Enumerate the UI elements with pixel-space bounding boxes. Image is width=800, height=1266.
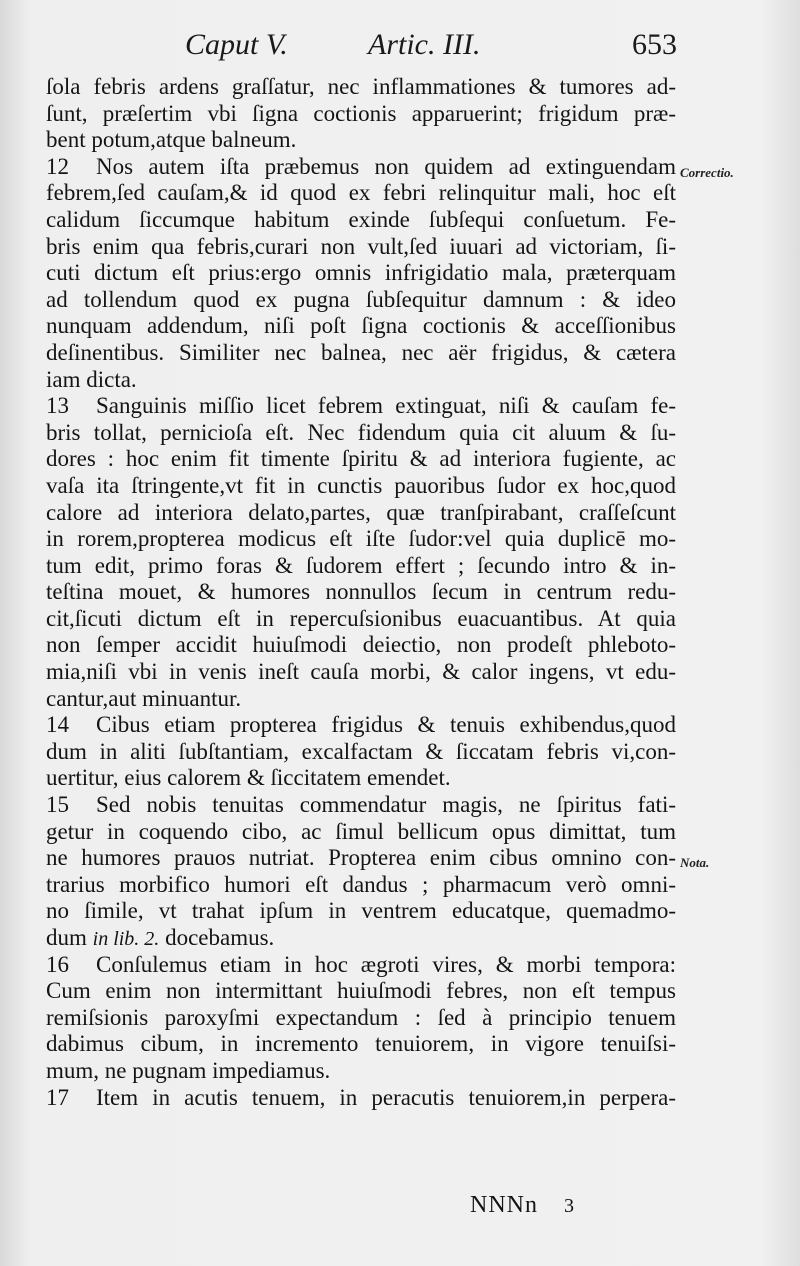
paragraph-number: 17 bbox=[46, 1084, 69, 1110]
paragraph-number: 16 bbox=[46, 951, 69, 977]
text-line bbox=[46, 393, 676, 420]
text-line bbox=[46, 925, 676, 952]
line-text: Sed nobis tenuitas commendatur magis, ne ſpiritus fati- bbox=[96, 792, 676, 818]
text-line: ne humores prauos nutriat. Propterea enim cibus omnino con- bbox=[46, 845, 676, 871]
text-block bbox=[46, 74, 676, 1111]
catchword: NNNn bbox=[470, 1192, 538, 1218]
text-line: deſinentibus. Similiter nec balnea, nec aër frigidus, & cætera bbox=[46, 339, 676, 365]
text-line: uertitur, eius calorem & ſiccitatem emendet. bbox=[46, 765, 451, 791]
line-text: Nos autem iſta præbemus non quidem ad extinguendam bbox=[96, 153, 676, 179]
line-text: dum bbox=[46, 925, 93, 950]
text-line: cantur,aut minuantur. bbox=[46, 685, 242, 711]
text-line: no ſimile, vt trahat ipſum in ventrem educatque, quemadmo- bbox=[46, 898, 676, 924]
text-line: teſtina mouet, & humores nonnullos ſecum in centrum redu- bbox=[46, 579, 676, 605]
running-header bbox=[0, 28, 800, 78]
text-line: non ſemper accidit huiuſmodi deiectio, non prodeſt phlebotο- bbox=[46, 632, 676, 658]
catchword-line bbox=[470, 1192, 575, 1219]
line-text: Item in acutis tenuem, in peracutis tenuiorem,in perpera- bbox=[96, 1084, 676, 1110]
text-line: calidum ſiccumque habitum exinde ſubſequi conſuetum. Fe- bbox=[46, 206, 676, 232]
text-line: bent potum,atque balneum. bbox=[46, 127, 297, 153]
text-line: iam dicta. bbox=[46, 366, 137, 392]
line-text-tail: docebamus. bbox=[159, 925, 275, 950]
text-line: dores : hoc enim fit timente ſpiritu & ad interiora fugiente, ac bbox=[46, 446, 676, 472]
text-line: ſunt, præſertim vbi ſigna coctionis apparuerint; frigidum præ- bbox=[46, 100, 676, 126]
text-line bbox=[46, 154, 676, 181]
text-line: getur in coquendo cibo, ac ſimul bellicum opus dimittat, tum bbox=[46, 818, 676, 844]
text-line: bris tollat, pernicioſa eſt. Nec fidendum quia cit aluum & ſu- bbox=[46, 419, 676, 445]
text-line: Cum enim non intermittant huiuſmodi febres, non eſt tempus bbox=[46, 978, 676, 1004]
line-text: Sanguinis miſſio licet febrem extinguat, niſi & cauſam fe- bbox=[96, 393, 676, 419]
text-line bbox=[46, 1085, 676, 1112]
text-line bbox=[46, 792, 676, 819]
text-line bbox=[46, 952, 676, 979]
paragraph-number: 12 bbox=[46, 153, 69, 179]
paragraph-number: 14 bbox=[46, 712, 69, 738]
text-line: cit,ſicuti dictum eſt in repercuſsionibus euacuantibus. At quia bbox=[46, 605, 676, 631]
text-line: mia,niſi vbi in venis ineſt cauſa morbi, & calor ingens, vt edu- bbox=[46, 659, 676, 685]
text-line bbox=[46, 712, 676, 739]
text-line: febrem,ſed cauſam,& id quod ex febri relinquitur mali, hoc eſt bbox=[46, 180, 676, 206]
text-line: tum edit, primo foras & ſudorem effert ; ſecundo intro & in- bbox=[46, 552, 676, 578]
text-line: remiſsionis paroxyſmi expectandum : ſed à principio tenuem bbox=[46, 1004, 676, 1030]
text-line: bris enim qua febris,curari non vult,ſed iuuari ad victoriam, ſi- bbox=[46, 233, 676, 259]
book-reference: in lib. 2. bbox=[92, 928, 160, 950]
margin-note-correctio: Correctio. bbox=[680, 165, 734, 180]
signature-mark: 3 bbox=[564, 1195, 575, 1217]
text-line: trarius morbifico humori eſt dandus ; pharmacum verò omni- bbox=[46, 871, 676, 897]
text-line: in rorem,propterea modicus eſt iſte ſudor:vel quia duplicē mo- bbox=[46, 526, 676, 552]
text-line: ſola febris ardens graſſatur, nec inflammationes & tumores ad- bbox=[46, 74, 676, 99]
text-line: dabimus cibum, in incremento tenuiorem, in vigore tenuiſsi- bbox=[46, 1031, 676, 1057]
text-line: vaſa ita ſtringente,vt fit in cunctis pauoribus ſudor ex hoc,quod bbox=[46, 472, 676, 498]
text-line: mum, ne pugnam impediamus. bbox=[46, 1057, 331, 1083]
page-number: 653 bbox=[632, 28, 677, 61]
paragraph-number: 15 bbox=[46, 792, 69, 818]
line-text: Cibus etiam propterea frigidus & tenuis exhibendus,quod bbox=[96, 712, 676, 738]
text-line: ad tollendum quod ex pugna ſubſequitur damnum : & ideo bbox=[46, 286, 676, 312]
text-line: nunquam addendum, niſi poſt ſigna coctionis & acceſſionibus bbox=[46, 313, 676, 339]
text-line: calore ad interiora delato,partes, quæ tranſpirabant, craſſeſcunt bbox=[46, 499, 676, 525]
header-artic: Artic. III. bbox=[368, 28, 481, 61]
header-caput: Caput V. bbox=[185, 28, 288, 61]
margin-note-nota: Nota. bbox=[680, 855, 710, 870]
text-line: cuti dictum eſt prius:ergo omnis infrigidatio mala, præterquam bbox=[46, 260, 676, 286]
paragraph-number: 13 bbox=[46, 393, 69, 419]
line-text: Conſulemus etiam in hoc ægroti vires, & morbi tempora: bbox=[96, 951, 676, 977]
text-line: dum in aliti ſubſtantiam, excalfactam & ſiccatam febris vi,con- bbox=[46, 738, 676, 764]
